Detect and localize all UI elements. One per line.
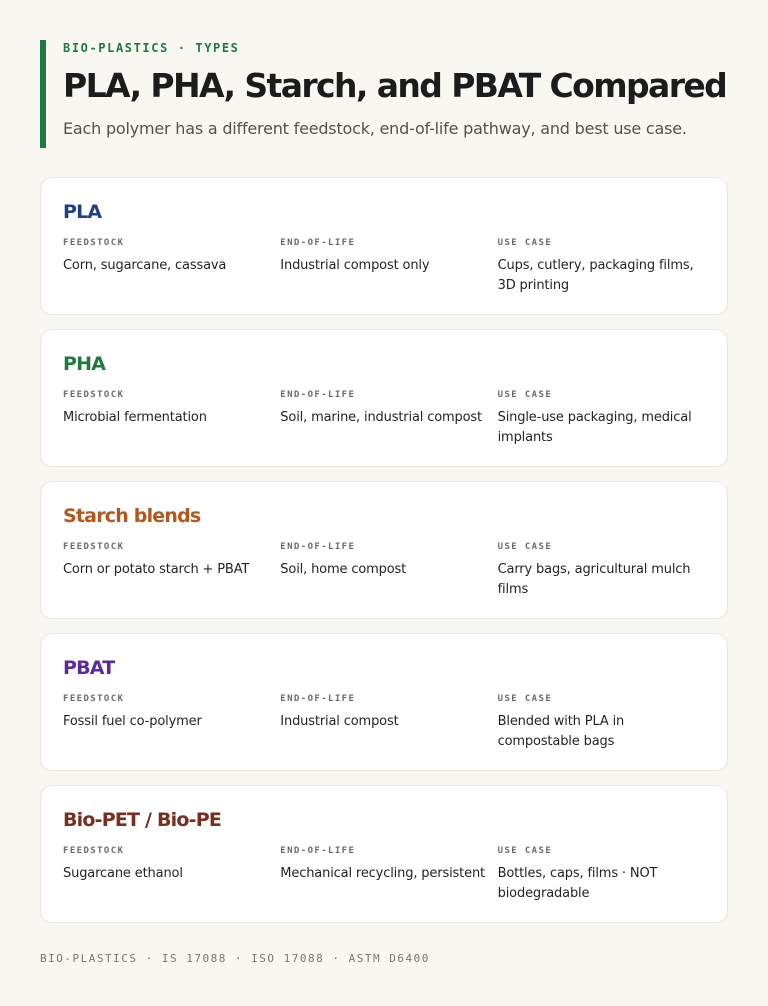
use-case-column	[498, 238, 705, 296]
end-of-life-label: END-OF-LIFE	[280, 238, 356, 248]
polymer-name: Bio-PET / Bio-PE	[63, 809, 222, 831]
end-of-life-value: Soil, home compost	[280, 562, 407, 577]
polymer-name: Starch blends	[63, 505, 201, 527]
feedstock-column	[63, 238, 280, 296]
end-of-life-value: Soil, marine, industrial compost	[280, 410, 482, 425]
end-of-life-label: END-OF-LIFE	[280, 542, 356, 552]
feedstock-label: FEEDSTOCK	[63, 846, 125, 856]
polymer-card-starch-blends	[40, 481, 728, 619]
feedstock-column	[63, 542, 280, 600]
polymer-card-pla	[40, 177, 728, 315]
use-case-column	[498, 694, 705, 752]
polymer-details	[63, 542, 705, 600]
polymer-card-pha	[40, 329, 728, 467]
feedstock-value: Corn, sugarcane, cassava	[63, 258, 227, 273]
end-of-life-column	[280, 238, 497, 296]
use-case-column	[498, 846, 705, 904]
polymer-details	[63, 846, 705, 904]
end-of-life-label: END-OF-LIFE	[280, 846, 356, 856]
feedstock-value: Sugarcane ethanol	[63, 866, 183, 881]
polymer-name: PBAT	[63, 657, 115, 679]
feedstock-column	[63, 694, 280, 752]
end-of-life-column	[280, 694, 497, 752]
feedstock-column	[63, 390, 280, 448]
feedstock-column	[63, 846, 280, 904]
polymer-name: PHA	[63, 353, 106, 375]
polymer-details	[63, 694, 705, 752]
end-of-life-value: Industrial compost	[280, 714, 399, 729]
feedstock-label: FEEDSTOCK	[63, 694, 125, 704]
use-case-label: USE CASE	[497, 390, 553, 400]
feedstock-value: Fossil fuel co-polymer	[63, 714, 202, 729]
end-of-life-label: END-OF-LIFE	[280, 694, 356, 704]
page-footer: BIO-PLASTICS · IS 17088 · ISO 17088 · ASTM D6400	[40, 952, 430, 965]
use-case-value: Blended with PLA in compostable bags	[497, 714, 625, 749]
use-case-column	[498, 542, 705, 600]
section-kicker: BIO-PLASTICS · TYPES	[63, 41, 240, 55]
end-of-life-value: Mechanical recycling, persistent	[280, 866, 485, 881]
polymer-card-pbat	[40, 633, 728, 771]
end-of-life-column	[280, 542, 497, 600]
end-of-life-label: END-OF-LIFE	[280, 390, 356, 400]
page-title: PLA, PHA, Starch, and PBAT Compared	[63, 66, 727, 105]
feedstock-label: FEEDSTOCK	[63, 390, 125, 400]
use-case-value: Bottles, caps, films · NOT biodegradable	[497, 866, 658, 901]
polymer-card-bio-pet-bio-pe	[40, 785, 728, 923]
polymer-name: PLA	[63, 201, 102, 223]
end-of-life-column	[280, 390, 497, 448]
page-subtitle: Each polymer has a different feedstock, end-of-life pathway, and best use case.	[63, 119, 687, 138]
use-case-label: USE CASE	[497, 542, 553, 552]
page-header	[40, 40, 740, 148]
use-case-value: Single-use packaging, medical implants	[497, 410, 692, 445]
use-case-column	[498, 390, 705, 448]
use-case-value: Cups, cutlery, packaging films, 3D printing	[497, 258, 694, 293]
feedstock-label: FEEDSTOCK	[63, 238, 125, 248]
end-of-life-value: Industrial compost only	[280, 258, 430, 273]
use-case-label: USE CASE	[497, 846, 553, 856]
polymer-details	[63, 390, 705, 448]
use-case-label: USE CASE	[497, 694, 553, 704]
polymer-card-list	[40, 177, 728, 937]
feedstock-value: Corn or potato starch + PBAT	[63, 562, 250, 577]
end-of-life-column	[280, 846, 497, 904]
polymer-details	[63, 238, 705, 296]
use-case-value: Carry bags, agricultural mulch films	[497, 562, 691, 597]
feedstock-value: Microbial fermentation	[63, 410, 207, 425]
use-case-label: USE CASE	[497, 238, 553, 248]
feedstock-label: FEEDSTOCK	[63, 542, 125, 552]
